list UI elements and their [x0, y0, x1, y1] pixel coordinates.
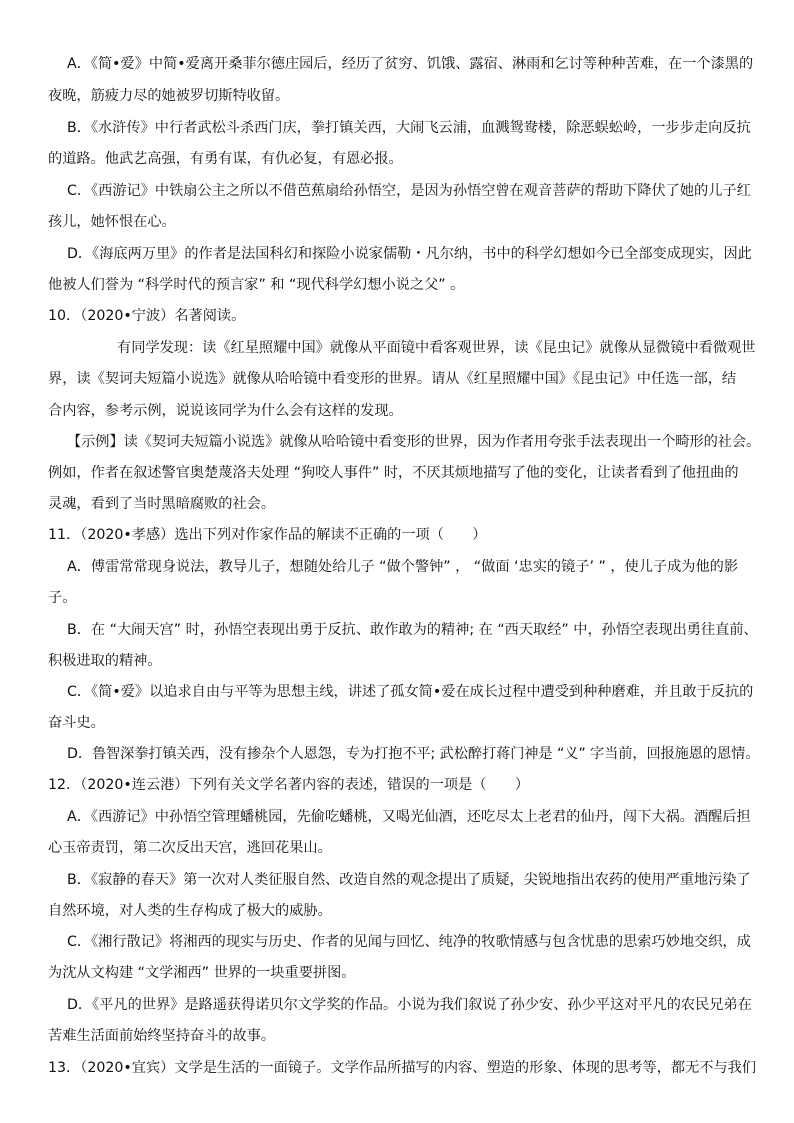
q9-option-b-line-2: 的道路。他武艺高强，有勇有谋，有仇必复，有恩必报。 — [48, 151, 403, 167]
q12-option-c-line-2: 为沈从文构建 “文学湘西” 世界的一块重要拼图。 — [48, 965, 356, 981]
q11-option-a-line-1: A．傅雷常常现身说法，教导儿子，想随处给儿子 “做个警钟” ， “做面 ‘忠实的镜子’ ” ，使儿子成为他的影 — [67, 559, 739, 575]
q9-option-a-line-2: 夜晚，筋疲力尽的她被罗切斯特收留。 — [48, 88, 290, 104]
q11-option-c-line-2: 奋斗史。 — [48, 715, 105, 731]
q10-material-line-1: 有同学发现：读《红星照耀中国》就像从平面镜中看客观世界，读《昆虫记》就像从显微镜中看微观世 — [117, 340, 756, 356]
q10-example-line-2: 例如，作者在叙述警官奥楚蔑洛夫处理 “狗咬人事件” 时，不厌其烦地描写了他的变化，让读者看到了他扭曲的 — [48, 465, 739, 481]
q12-option-c-line-1: C．《湘行散记》将湘西的现实与历史、作者的见闻与回忆、纯净的牧歌情感与包含忧患的思索巧妙地交织，成 — [67, 934, 751, 950]
q11-stem: 11．（2020•孝感）选出下列对作家作品的解读不正确的一项（ ） — [48, 527, 487, 543]
q10-example-line-1: 【示例】读《契诃夫短篇小说选》就像从哈哈镜中看变形的世界，因为作者用夸张手法表现出一个畸形的社会。 — [67, 434, 761, 450]
q10-example-line-3: 灵魂，看到了当时黑暗腐败的社会。 — [48, 496, 276, 512]
q11-option-d-line-1: D．鲁智深拳打镇关西，没有掺杂个人恩怨，专为打抱不平; 武松醉打蒋门神是 “义” 字当前，回报施恩的恩情。 — [67, 746, 760, 762]
q9-option-c-line-1: C．《西游记》中铁扇公主之所以不借芭蕉扇给孙悟空，是因为孙悟空曾在观音菩萨的帮助下降伏了她的儿子红 — [67, 183, 751, 199]
q9-option-a-line-1: A．《简•爱》中简•爱离开桑菲尔德庄园后，经历了贫穷、饥饿、露宿、淋雨和乞讨等种种苦难，在一个漆黑的 — [67, 56, 754, 72]
q9-option-c-line-2: 孩儿，她怀恨在心。 — [48, 214, 176, 230]
q9-option-d-line-1: D．《海底两万里》的作者是法国科幻和探险小说家儒勒・凡尔纳，书中的科学幻想如今已全部变成现实，因此 — [67, 246, 752, 262]
q11-option-a-line-2: 子。 — [48, 590, 77, 606]
q13-stem: 13．（2020•宜宾）文学是生活的一面镜子。文学作品所描写的内容、塑造的形象、体现的思考等，都无不与我们 — [48, 1060, 757, 1076]
q11-option-c-line-1: C．《简•爱》以追求自由与平等为思想主线，讲述了孤女简•爱在成长过程中遭受到种种磨难，并且敢于反抗的 — [67, 684, 754, 700]
q10-stem: 10．（2020•宁波）名著阅读。 — [48, 308, 246, 324]
q10-material-line-2: 界，读《契诃夫短篇小说选》就像从哈哈镜中看变形的世界。请从《红星照耀中国》《昆虫记》中任选一部，结 — [48, 371, 737, 387]
q12-option-d-line-2: 苦难生活面前始终坚持奋斗的故事。 — [48, 1028, 276, 1044]
q11-option-b-line-1: B．在 “大闹天宫” 时，孙悟空表现出勇于反抗、敢作敢为的精神; 在 “西天取经” 中，孙悟空表现出勇往直前、 — [67, 622, 758, 638]
q11-option-b-line-2: 积极进取的精神。 — [48, 653, 162, 669]
q12-option-a-line-2: 心玉帝责罚，第二次反出天宫，逃回花果山。 — [48, 840, 332, 856]
q9-option-b-line-1: B．《水浒传》中行者武松斗杀西门庆，拳打镇关西，大闹飞云浦，血溅鸳鸯楼，除恶蜈蚣岭，一步步走向反抗 — [67, 120, 751, 136]
q12-stem: 12．（2020•连云港）下列有关文学名著内容的表述，错误的一项是（ ） — [48, 777, 530, 793]
q12-option-a-line-1: A．《西游记》中孙悟空管理蟠桃园，先偷吃蟠桃，又喝光仙酒，还吃尽太上老君的仙丹，闯下大祸。酒醒后担 — [67, 809, 751, 825]
q12-option-b-line-1: B．《寂静的春天》第一次对人类征服自然、改造自然的观念提出了质疑，尖锐地指出农药的使用严重地污染了 — [67, 872, 751, 888]
q10-material-line-3: 合内容，参考示例，说说该同学为什么会有这样的发现。 — [48, 403, 403, 419]
q12-option-b-line-2: 自然环境，对人类的生存构成了极大的威胁。 — [48, 903, 332, 919]
q12-option-d-line-1: D．《平凡的世界》是路遥获得诺贝尔文学奖的作品。小说为我们叙说了孙少安、孙少平这对平凡的农民兄弟在 — [67, 997, 752, 1013]
q9-option-d-line-2: 他被人们誉为 “科学时代的预言家” 和 “现代科学幻想小说之父” 。 — [48, 277, 465, 293]
